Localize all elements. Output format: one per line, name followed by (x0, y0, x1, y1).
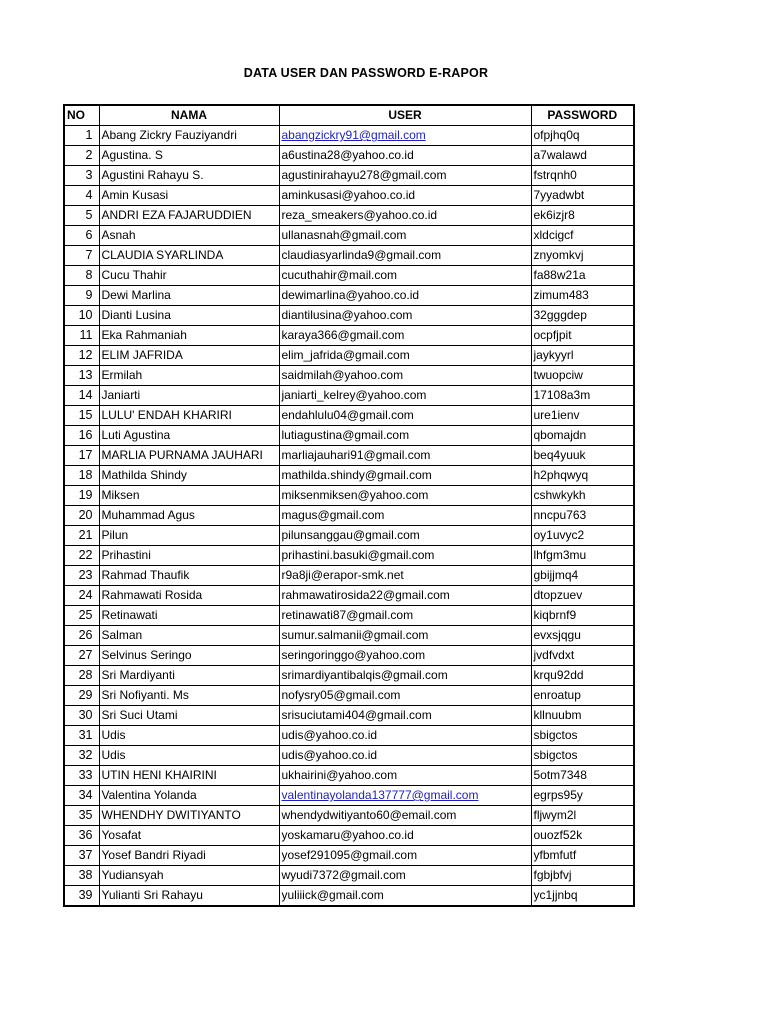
cell-no: 20 (64, 506, 99, 526)
cell-password: ek6izjr8 (531, 206, 634, 226)
cell-password: jvdfvdxt (531, 646, 634, 666)
cell-nama: Miksen (99, 486, 279, 506)
cell-nama: CLAUDIA SYARLINDA (99, 246, 279, 266)
cell-nama: Salman (99, 626, 279, 646)
cell-user: cucuthahir@mail.com (279, 266, 531, 286)
table-row (64, 246, 634, 266)
cell-password: kiqbrnf9 (531, 606, 634, 626)
cell-user: diantilusina@yahoo.com (279, 306, 531, 326)
cell-user: claudiasyarlinda9@gmail.com (279, 246, 531, 266)
cell-password: znyomkvj (531, 246, 634, 266)
cell-no: 29 (64, 686, 99, 706)
cell-user: wyudi7372@gmail.com (279, 866, 531, 886)
cell-nama: Cucu Thahir (99, 266, 279, 286)
table-row (64, 706, 634, 726)
table-row (64, 366, 634, 386)
cell-user: agustinirahayu278@gmail.com (279, 166, 531, 186)
table-row (64, 486, 634, 506)
cell-nama: Rahmad Thaufik (99, 566, 279, 586)
cell-user: rahmawatirosida22@gmail.com (279, 586, 531, 606)
table-row (64, 406, 634, 426)
cell-password: evxsjqgu (531, 626, 634, 646)
cell-no: 39 (64, 886, 99, 907)
table-row (64, 646, 634, 666)
cell-no: 16 (64, 426, 99, 446)
cell-user (279, 126, 531, 146)
table-row (64, 746, 634, 766)
cell-no: 10 (64, 306, 99, 326)
cell-no: 7 (64, 246, 99, 266)
table-row (64, 466, 634, 486)
column-header-nama: NAMA (99, 105, 279, 126)
cell-password: nncpu763 (531, 506, 634, 526)
cell-user: whendydwitiyanto60@email.com (279, 806, 531, 826)
cell-no: 14 (64, 386, 99, 406)
cell-password: ofpjhq0q (531, 126, 634, 146)
cell-password: 5otm7348 (531, 766, 634, 786)
cell-no: 12 (64, 346, 99, 366)
cell-user: seringoringgo@yahoo.com (279, 646, 531, 666)
cell-user: karaya366@gmail.com (279, 326, 531, 346)
cell-user: yoskamaru@yahoo.co.id (279, 826, 531, 846)
table-row (64, 826, 634, 846)
cell-nama: Selvinus Seringo (99, 646, 279, 666)
cell-nama: Yosef Bandri Riyadi (99, 846, 279, 866)
table-row (64, 506, 634, 526)
cell-nama: Mathilda Shindy (99, 466, 279, 486)
cell-user: aminkusasi@yahoo.co.id (279, 186, 531, 206)
cell-nama: MARLIA PURNAMA JAUHARI (99, 446, 279, 466)
cell-no: 18 (64, 466, 99, 486)
cell-nama: Eka Rahmaniah (99, 326, 279, 346)
table-row (64, 386, 634, 406)
cell-no: 37 (64, 846, 99, 866)
cell-nama: Dianti Lusina (99, 306, 279, 326)
cell-no: 28 (64, 666, 99, 686)
cell-user: miksenmiksen@yahoo.com (279, 486, 531, 506)
table-row (64, 226, 634, 246)
cell-user: srimardiyantibalqis@gmail.com (279, 666, 531, 686)
cell-password: a7walawd (531, 146, 634, 166)
cell-password: lhfgm3mu (531, 546, 634, 566)
header-row (64, 105, 634, 126)
cell-no: 11 (64, 326, 99, 346)
cell-user: a6ustina28@yahoo.co.id (279, 146, 531, 166)
cell-no: 34 (64, 786, 99, 806)
cell-user: marliajauhari91@gmail.com (279, 446, 531, 466)
cell-password: 17108a3m (531, 386, 634, 406)
cell-no: 6 (64, 226, 99, 246)
cell-no: 24 (64, 586, 99, 606)
cell-password: dtopzuev (531, 586, 634, 606)
cell-user: janiarti_kelrey@yahoo.com (279, 386, 531, 406)
cell-no: 33 (64, 766, 99, 786)
cell-nama: Sri Nofiyanti. Ms (99, 686, 279, 706)
cell-user: dewimarlina@yahoo.co.id (279, 286, 531, 306)
cell-no: 35 (64, 806, 99, 826)
cell-user (279, 786, 531, 806)
cell-nama: Rahmawati Rosida (99, 586, 279, 606)
cell-user: saidmilah@yahoo.com (279, 366, 531, 386)
cell-password: ocpfjpit (531, 326, 634, 346)
cell-user: elim_jafrida@gmail.com (279, 346, 531, 366)
table-row (64, 206, 634, 226)
cell-user: ullanasnah@gmail.com (279, 226, 531, 246)
cell-password: sbigctos (531, 746, 634, 766)
cell-password: xldcigcf (531, 226, 634, 246)
cell-password: kllnuubm (531, 706, 634, 726)
table-row (64, 786, 634, 806)
cell-no: 31 (64, 726, 99, 746)
table-row (64, 146, 634, 166)
cell-user: nofysry05@gmail.com (279, 686, 531, 706)
cell-password: egrps95y (531, 786, 634, 806)
cell-no: 5 (64, 206, 99, 226)
cell-no: 1 (64, 126, 99, 146)
cell-password: yfbmfutf (531, 846, 634, 866)
table-row (64, 446, 634, 466)
cell-nama: Prihastini (99, 546, 279, 566)
cell-password: 7yyadwbt (531, 186, 634, 206)
cell-user: magus@gmail.com (279, 506, 531, 526)
cell-password: enroatup (531, 686, 634, 706)
cell-nama: Udis (99, 726, 279, 746)
cell-no: 15 (64, 406, 99, 426)
cell-nama: Dewi Marlina (99, 286, 279, 306)
cell-password: ure1ienv (531, 406, 634, 426)
cell-password: sbigctos (531, 726, 634, 746)
cell-user: srisuciutami404@gmail.com (279, 706, 531, 726)
cell-password: beq4yuuk (531, 446, 634, 466)
table-row (64, 666, 634, 686)
cell-nama: Janiarti (99, 386, 279, 406)
cell-password: qbomajdn (531, 426, 634, 446)
table-row (64, 866, 634, 886)
cell-password: fgbjbfvj (531, 866, 634, 886)
cell-password: fstrqnh0 (531, 166, 634, 186)
cell-no: 8 (64, 266, 99, 286)
table-body (64, 126, 634, 907)
cell-password: twuopciw (531, 366, 634, 386)
cell-nama: UTIN HENI KHAIRINI (99, 766, 279, 786)
cell-nama: Agustini Rahayu S. (99, 166, 279, 186)
cell-no: 30 (64, 706, 99, 726)
table-row (64, 586, 634, 606)
cell-password: oy1uvyc2 (531, 526, 634, 546)
email-link[interactable]: valentinayolanda137777@gmail.com (281, 788, 479, 802)
cell-nama: Yosafat (99, 826, 279, 846)
cell-user: ukhairini@yahoo.com (279, 766, 531, 786)
cell-user: retinawati87@gmail.com (279, 606, 531, 626)
cell-user: udis@yahoo.co.id (279, 746, 531, 766)
table-row (64, 766, 634, 786)
cell-nama: Muhammad Agus (99, 506, 279, 526)
table-header (64, 105, 634, 126)
cell-user: endahlulu04@gmail.com (279, 406, 531, 426)
cell-password: gbijjmq4 (531, 566, 634, 586)
cell-password: yc1jjnbq (531, 886, 634, 907)
table-row (64, 326, 634, 346)
cell-user: udis@yahoo.co.id (279, 726, 531, 746)
table-row (64, 166, 634, 186)
table-row (64, 566, 634, 586)
cell-password: ouozf52k (531, 826, 634, 846)
table-row (64, 686, 634, 706)
column-header-no: NO (64, 105, 99, 126)
cell-nama: Udis (99, 746, 279, 766)
cell-no: 23 (64, 566, 99, 586)
cell-nama: Retinawati (99, 606, 279, 626)
cell-no: 32 (64, 746, 99, 766)
cell-no: 13 (64, 366, 99, 386)
table-row (64, 606, 634, 626)
cell-nama: ELIM JAFRIDA (99, 346, 279, 366)
cell-password: fljwym2l (531, 806, 634, 826)
cell-no: 27 (64, 646, 99, 666)
cell-no: 38 (64, 866, 99, 886)
cell-no: 2 (64, 146, 99, 166)
cell-nama: Yulianti Sri Rahayu (99, 886, 279, 907)
cell-password: krqu92dd (531, 666, 634, 686)
table-row (64, 186, 634, 206)
cell-nama: Sri Suci Utami (99, 706, 279, 726)
table-row (64, 306, 634, 326)
cell-user: pilunsanggau@gmail.com (279, 526, 531, 546)
table-row (64, 626, 634, 646)
cell-nama: Abang Zickry Fauziyandri (99, 126, 279, 146)
cell-no: 26 (64, 626, 99, 646)
cell-nama: Agustina. S (99, 146, 279, 166)
cell-nama: Luti Agustina (99, 426, 279, 446)
cell-nama: Amin Kusasi (99, 186, 279, 206)
column-header-user: USER (279, 105, 531, 126)
table-row (64, 806, 634, 826)
cell-password: zimum483 (531, 286, 634, 306)
cell-nama: Sri Mardiyanti (99, 666, 279, 686)
cell-password: h2phqwyq (531, 466, 634, 486)
cell-no: 9 (64, 286, 99, 306)
cell-no: 4 (64, 186, 99, 206)
cell-password: cshwkykh (531, 486, 634, 506)
cell-user: yosef291095@gmail.com (279, 846, 531, 866)
cell-nama: WHENDHY DWITIYANTO (99, 806, 279, 826)
table-row (64, 126, 634, 146)
cell-nama: LULU' ENDAH KHARIRI (99, 406, 279, 426)
email-link[interactable]: abangzickry91@gmail.com (281, 128, 426, 142)
cell-user: yuliiick@gmail.com (279, 886, 531, 907)
cell-nama: Pilun (99, 526, 279, 546)
table-row (64, 286, 634, 306)
cell-no: 25 (64, 606, 99, 626)
cell-nama: Asnah (99, 226, 279, 246)
table-row (64, 426, 634, 446)
cell-nama: ANDRI EZA FAJARUDDIEN (99, 206, 279, 226)
table-row (64, 886, 634, 907)
table-row (64, 266, 634, 286)
cell-user: r9a8ji@erapor-smk.net (279, 566, 531, 586)
cell-no: 19 (64, 486, 99, 506)
cell-user: prihastini.basuki@gmail.com (279, 546, 531, 566)
cell-password: jaykyyrl (531, 346, 634, 366)
cell-nama: Ermilah (99, 366, 279, 386)
cell-user: reza_smeakers@yahoo.co.id (279, 206, 531, 226)
table-row (64, 346, 634, 366)
cell-nama: Yudiansyah (99, 866, 279, 886)
table-row (64, 846, 634, 866)
cell-user: lutiagustina@gmail.com (279, 426, 531, 446)
cell-no: 22 (64, 546, 99, 566)
page-title: DATA USER DAN PASSWORD E-RAPOR (243, 66, 489, 80)
cell-password: fa88w21a (531, 266, 634, 286)
cell-no: 21 (64, 526, 99, 546)
table-row (64, 526, 634, 546)
user-password-table (63, 104, 635, 907)
cell-no: 17 (64, 446, 99, 466)
column-header-password: PASSWORD (531, 105, 634, 126)
table-row (64, 726, 634, 746)
cell-no: 36 (64, 826, 99, 846)
cell-user: mathilda.shindy@gmail.com (279, 466, 531, 486)
cell-no: 3 (64, 166, 99, 186)
cell-password: 32gggdep (531, 306, 634, 326)
table-row (64, 546, 634, 566)
cell-user: sumur.salmanii@gmail.com (279, 626, 531, 646)
cell-nama: Valentina Yolanda (99, 786, 279, 806)
